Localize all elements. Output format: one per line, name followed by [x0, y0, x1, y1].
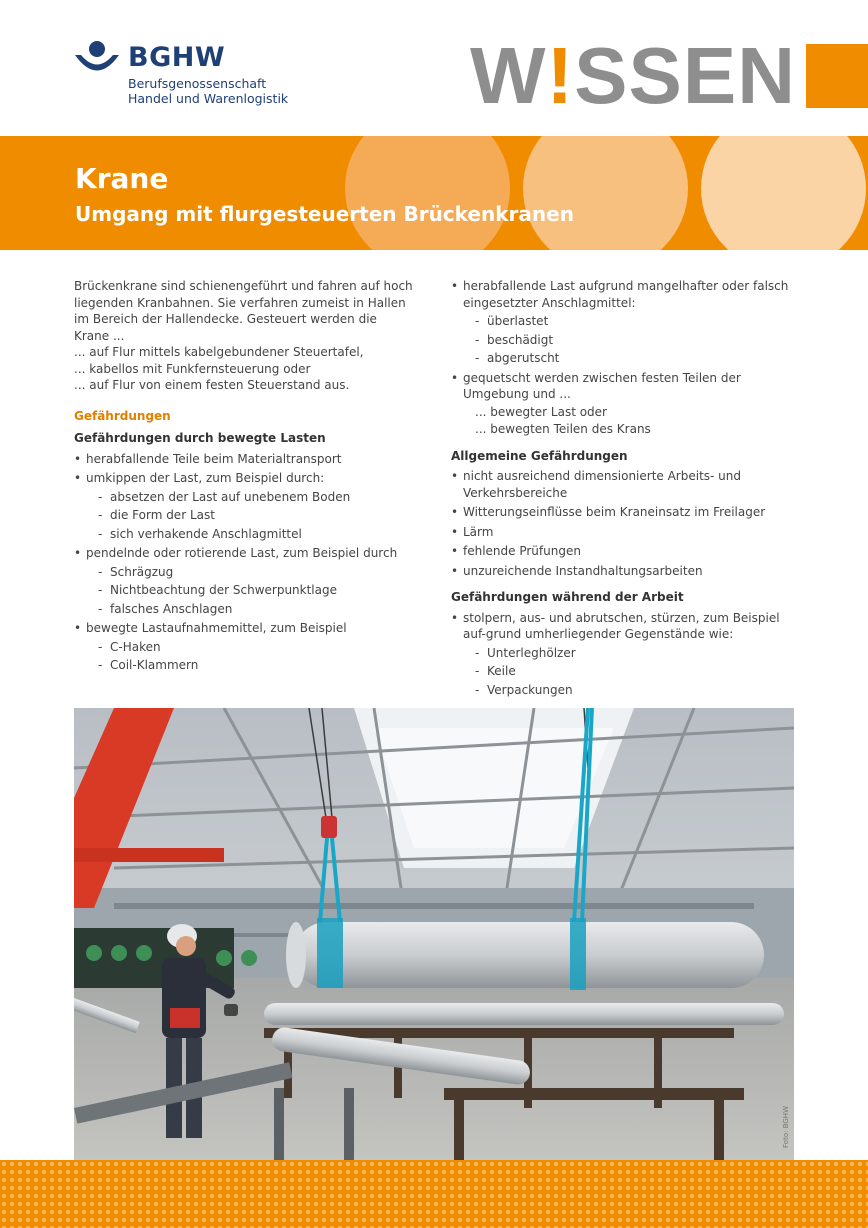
sub-list-item: - Schrägzug — [86, 564, 414, 581]
list-item-text: herabfallende Teile beim Materialtransport — [86, 451, 342, 466]
subheading-arbeit: Gefährdungen während der Arbeit — [451, 590, 684, 604]
sub-list-item: - C-Haken — [86, 639, 414, 656]
list-item-text: umkippen der Last, zum Beispiel durch: — [86, 471, 325, 485]
logo-name: BGHW — [128, 42, 226, 73]
sub-list — [463, 404, 796, 438]
crane-hall-illustration — [74, 708, 794, 1160]
list-item — [74, 620, 414, 674]
sub-list-item: - Verpackungen — [463, 682, 796, 699]
wissen-text — [470, 31, 797, 120]
list-item-text: gequetscht werden zwischen festen Teilen der Umgebung und ... — [463, 370, 741, 401]
subheading-bewegte-lasten: Gefährdungen durch bewegte Lasten — [74, 431, 326, 445]
hazard-list-loads-cont — [451, 278, 796, 438]
wissen-part1: W — [470, 31, 547, 120]
decor-circle-2 — [523, 136, 688, 250]
sub-list-item: - sich verhakende Anschlagmittel — [86, 526, 414, 543]
wissen-part2: SSEN — [574, 31, 797, 120]
intro-item: ... auf Flur mittels kabelgebundener Steuertafel, — [74, 345, 364, 359]
list-item: • Lärm — [451, 524, 796, 541]
sub-list — [86, 564, 414, 618]
sub-list-item: ... bewegter Last oder — [475, 404, 607, 419]
sub-list — [86, 489, 414, 543]
decor-circle-1 — [345, 136, 510, 250]
work-hazard-list — [451, 610, 796, 699]
bghw-logo-icon — [74, 40, 120, 80]
subheading-allgemeine: Allgemeine Gefährdungen — [451, 448, 628, 463]
list-item — [74, 545, 414, 617]
sub-list-item: - falsches Anschlagen — [86, 601, 414, 618]
sub-list-item: - absetzen der Last auf unebenem Boden — [86, 489, 414, 506]
logo-sub-line2: Handel und Warenlogistik — [128, 91, 289, 106]
sub-list — [86, 639, 414, 674]
intro-paragraph: Brückenkrane sind schienengeführt und fahren auf hoch liegenden Kranbahnen. Sie verfahren zumeist in Hallen im Bereich der Hallendecke. Gesteuert werden die Krane ... — [74, 279, 413, 343]
list-item — [451, 370, 796, 438]
right-column — [451, 278, 796, 701]
section-heading-gefaehrdungen: Gefährdungen — [74, 408, 171, 423]
logo-subtitle — [128, 76, 288, 106]
logo-sub-line1: Berufsgenossenschaft — [128, 76, 267, 91]
footer-dot-pattern — [0, 1160, 868, 1228]
list-item: • fehlende Prüfungen — [451, 543, 796, 560]
list-item — [74, 451, 414, 468]
list-item — [74, 470, 414, 542]
decor-circle-3 — [701, 136, 866, 250]
intro-item: ... kabellos mit Funkfernsteuerung oder — [74, 361, 311, 376]
photo-credit: Foto: BGHW — [782, 1106, 790, 1148]
list-item: • nicht ausreichend dimensionierte Arbeits- und Verkehrsbereiche — [451, 468, 796, 501]
list-item: • Witterungseinflüsse beim Kraneinsatz im Freilager — [451, 504, 796, 521]
list-item — [451, 610, 796, 699]
sub-list-item: - Unterleghölzer — [463, 645, 796, 662]
sub-list — [463, 645, 796, 699]
intro-item: ... auf Flur von einem festen Steuerstand aus. — [74, 378, 350, 392]
hazard-list-loads — [74, 451, 414, 674]
sub-list-item: - überlastet — [463, 313, 796, 330]
wissen-wordmark — [470, 31, 797, 120]
list-item: • unzureichende Instandhaltungsarbeiten — [451, 563, 796, 580]
sub-list-item: - die Form der Last — [86, 507, 414, 524]
list-item-text: stolpern, aus- und abrutschen, stürzen, zum Beispiel auf-grund umherliegender Gegenstände wie: — [463, 610, 780, 641]
wissen-bang: ! — [546, 31, 575, 120]
sub-list — [463, 313, 796, 367]
page-subtitle: Umgang mit flurgesteuerten Brückenkranen — [75, 202, 574, 226]
title-band — [0, 136, 868, 250]
sub-list-item: - Keile — [463, 663, 796, 680]
sub-list-item: - Nichtbeachtung der Schwerpunktlage — [86, 582, 414, 599]
general-hazard-list — [451, 468, 796, 579]
wissen-orange-block — [806, 44, 868, 108]
list-item-text: bewegte Lastaufnahmemittel, zum Beispiel — [86, 621, 347, 635]
list-item — [451, 278, 796, 367]
page-title: Krane — [75, 162, 169, 195]
left-column — [74, 278, 414, 677]
list-item-text: pendelnde oder rotierende Last, zum Beispiel durch — [86, 546, 398, 560]
sub-list-item: - abgerutscht — [463, 350, 796, 367]
sub-list-item: ... bewegten Teilen des Krans — [475, 422, 651, 436]
list-item-text: herabfallende Last aufgrund mangelhafter oder falsch eingesetzter Anschlagmittel: — [463, 279, 789, 310]
crane-hall-photo — [74, 708, 794, 1160]
bghw-logo — [74, 40, 314, 110]
sub-list-item: - Coil-Klammern — [86, 657, 414, 674]
sub-list-item: - beschädigt — [463, 332, 796, 349]
